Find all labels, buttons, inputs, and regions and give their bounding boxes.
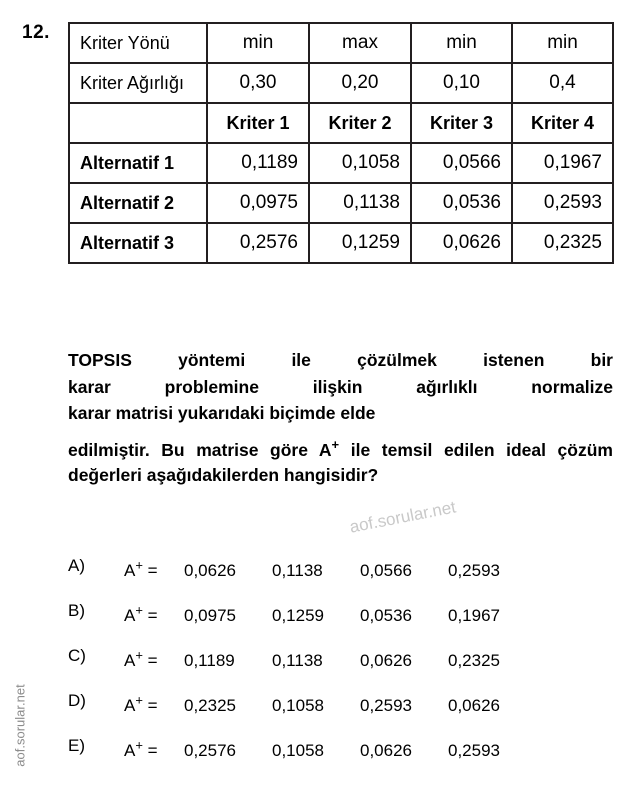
option-text [124,647,536,671]
table-cell: 0,0536 [411,183,512,223]
option-value: 0,2576 [184,741,236,760]
row-label: Kriter Yönü [69,23,207,63]
option-d[interactable] [68,691,613,736]
table-cell: 0,2325 [512,223,613,263]
table-cell: 0,2593 [512,183,613,223]
option-prefix: A+ = [124,557,158,580]
row-label: Alternatif 1 [69,143,207,183]
table-row [69,23,613,63]
option-value: 0,0536 [360,606,412,625]
table-cell: 0,20 [309,63,411,103]
table-header-row [69,103,613,143]
option-value: 0,2593 [448,741,500,760]
table-row [69,223,613,263]
table-cell: max [309,23,411,63]
option-value: 0,1189 [184,651,235,670]
option-value: 0,2593 [448,561,500,580]
table-cell: 0,10 [411,63,512,103]
option-text [124,557,536,581]
column-header: Kriter 3 [411,103,512,143]
option-letter: B) [68,601,85,620]
option-e[interactable] [68,736,613,781]
table-cell: 0,0566 [411,143,512,183]
option-text [124,602,536,626]
watermark-diagonal: aof.sorular.net [348,497,458,537]
option-value: 0,0975 [184,606,236,625]
row-label: Alternatif 2 [69,183,207,223]
option-value: 0,1967 [448,606,500,625]
table-row [69,63,613,103]
option-value: 0,0626 [360,741,412,760]
table-cell: 0,1189 [207,143,309,183]
stem-line: karar problemine ilişkin ağırlıklı normalize [68,376,613,397]
option-value: 0,2593 [360,696,412,715]
table-cell: 0,1138 [309,183,411,223]
option-b[interactable] [68,601,613,646]
option-letter: C) [68,646,86,665]
option-value: 0,2325 [184,696,236,715]
option-prefix: A+ = [124,647,158,670]
option-value: 0,1138 [272,561,323,580]
option-value: 0,0566 [360,561,412,580]
option-text [124,692,536,716]
table-cell: 0,30 [207,63,309,103]
table-row [69,143,613,183]
option-c[interactable] [68,646,613,691]
option-prefix: A+ = [124,737,158,760]
option-value: 0,1138 [272,651,323,670]
stem-line: TOPSIS yöntemi ile çözülmek istenen bir [68,350,613,370]
option-letter: A) [68,556,85,575]
table-cell: min [411,23,512,63]
option-value: 0,2325 [448,651,500,670]
table-cell: 0,0975 [207,183,309,223]
option-prefix: A+ = [124,692,158,715]
row-label [69,103,207,143]
row-label: Kriter Ağırlığı [69,63,207,103]
stem-line: edilmiştir. Bu matrise göre A+ ile temsil edilen ideal çözüm değerleri aşağıdakilerden hangisidir? [68,436,613,485]
question-number: 12. [22,22,50,43]
question-stem [68,352,613,488]
option-letter: E) [68,736,85,755]
stem-line: karar matrisi yukarıdaki biçimde elde [68,403,376,423]
table-cell: 0,1058 [309,143,411,183]
option-value: 0,1058 [272,696,324,715]
column-header: Kriter 4 [512,103,613,143]
table-row [69,183,613,223]
decision-matrix-table [68,22,612,264]
table-cell: 0,2576 [207,223,309,263]
option-value: 0,0626 [448,696,500,715]
option-prefix: A+ = [124,602,158,625]
option-a[interactable] [68,556,613,601]
answer-options [68,556,613,781]
watermark-side: aof.sorular.net [12,684,28,767]
table-cell: 0,1967 [512,143,613,183]
column-header: Kriter 1 [207,103,309,143]
option-value: 0,1259 [272,606,324,625]
option-value: 0,1058 [272,741,324,760]
column-header: Kriter 2 [309,103,411,143]
table-cell: 0,0626 [411,223,512,263]
option-value: 0,0626 [360,651,412,670]
row-label: Alternatif 3 [69,223,207,263]
table-cell: 0,4 [512,63,613,103]
table-cell: 0,1259 [309,223,411,263]
option-text [124,737,536,761]
option-letter: D) [68,691,86,710]
table-cell: min [207,23,309,63]
table-cell: min [512,23,613,63]
option-value: 0,0626 [184,561,236,580]
